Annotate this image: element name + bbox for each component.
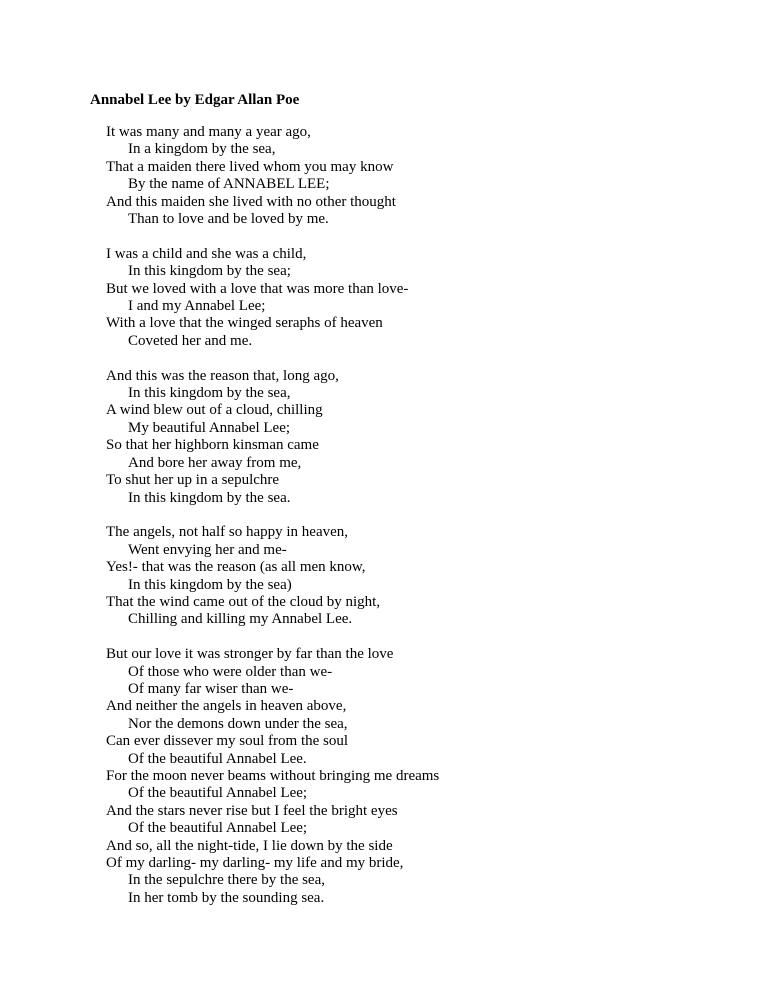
poem-body [106,124,439,925]
poem-line: In the sepulchre there by the sea, [128,872,325,889]
poem-line: With a love that the winged seraphs of heaven [106,315,383,332]
stanza [106,646,439,907]
poem-line: To shut her up in a sepulchre [106,472,280,489]
poem-line: In this kingdom by the sea; [128,263,291,280]
poem-line: Coveted her and me. [128,332,253,349]
poem-line: In this kingdom by the sea, [128,385,291,402]
stanza [106,124,439,228]
poem-line: And so, all the night-tide, I lie down by the side [106,837,393,854]
poem-line: For the moon never beams without bringing me dreams [106,767,440,784]
stanza [106,524,439,628]
poem-line: Of the beautiful Annabel Lee; [128,785,308,802]
poem-line: I was a child and she was a child, [106,245,307,262]
poem-line: In her tomb by the sounding sea. [128,889,325,906]
poem-line: In a kingdom by the sea, [128,141,276,158]
poem-line: Chilling and killing my Annabel Lee. [128,611,353,628]
poem-line: Of many far wiser than we- [128,680,294,697]
poem-line: And bore her away from me, [128,454,302,471]
poem-line: It was many and many a year ago, [106,124,311,140]
poem-line: My beautiful Annabel Lee; [128,419,291,436]
poem-line: And this maiden she lived with no other thought [106,193,396,210]
poem-line: Went envying her and me- [128,541,287,558]
stanza [106,246,439,350]
poem-line: The angels, not half so happy in heaven, [106,524,349,541]
poem-line: And this was the reason that, long ago, [106,367,339,384]
poem-line: And the stars never rise but I feel the bright eyes [106,802,398,819]
stanza [106,368,439,507]
poem-line: Can ever dissever my soul from the soul [106,733,349,750]
document-title: Annabel Lee by Edgar Allan Poe [90,92,300,108]
poem-line: Of my darling- my darling- my life and my bride, [106,855,404,871]
poem-line: That a maiden there lived whom you may know [106,158,394,175]
poem-line: In this kingdom by the sea) [128,576,292,593]
poem-line: Of the beautiful Annabel Lee. [128,750,307,767]
poem-line: Nor the demons down under the sea, [128,715,348,732]
poem-line: I and my Annabel Lee; [128,298,266,315]
poem-line: But our love it was stronger by far than the love [106,646,394,663]
poem-line: In this kingdom by the sea. [128,489,291,506]
poem-line: By the name of ANNABEL LEE; [128,176,330,193]
poem-line: Yes!- that was the reason (as all men know, [106,559,366,576]
poem-line: But we loved with a love that was more than love- [106,280,409,297]
poem-line: Of the beautiful Annabel Lee; [128,820,308,837]
poem-line: Than to love and be loved by me. [128,211,329,228]
poem-line: That the wind came out of the cloud by night, [106,593,381,610]
poem-line: A wind blew out of a cloud, chilling [106,402,323,419]
poem-line: And neither the angels in heaven above, [106,698,347,715]
poem-line: Of those who were older than we- [128,663,333,680]
poem-line: So that her highborn kinsman came [106,437,319,454]
